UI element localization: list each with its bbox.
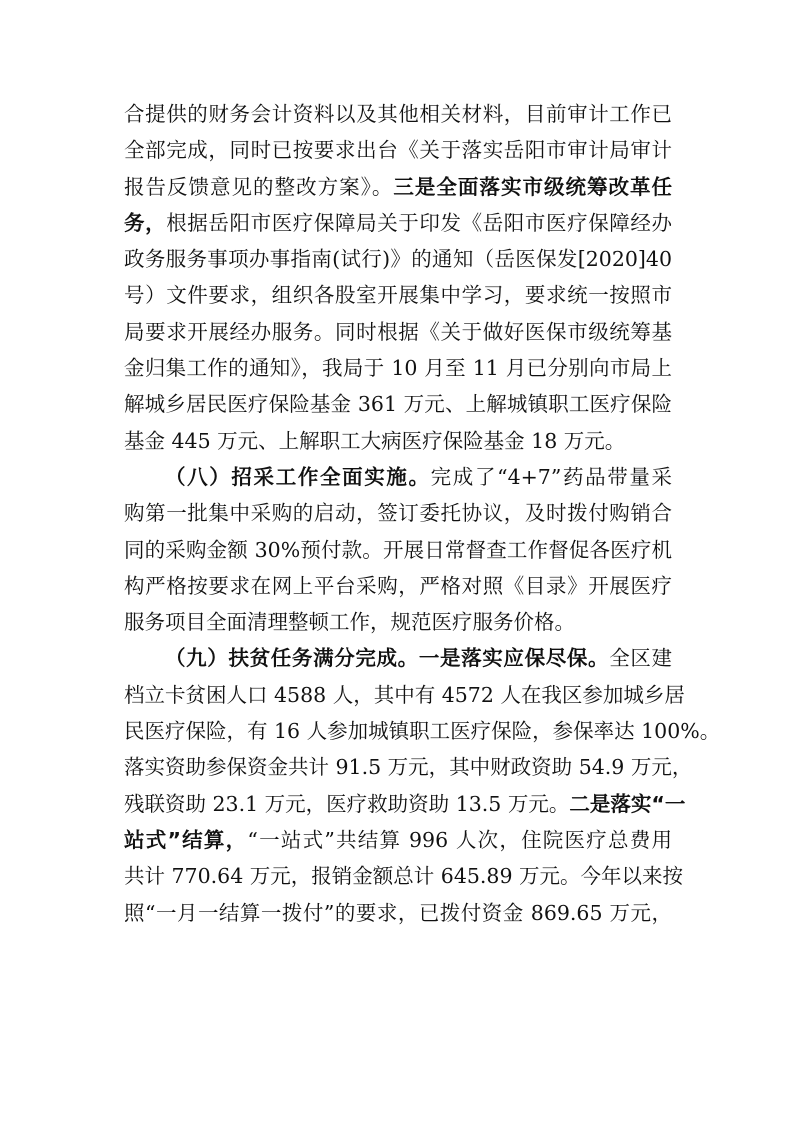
text-run: “一站式”共结算 996 人次，住院医疗总费用 [247, 827, 672, 852]
text-line [124, 713, 721, 749]
text-line [124, 749, 693, 785]
text-run: 解城乡居民医疗保险基金 361 万元、上解城镇职工医疗保险 [124, 392, 672, 417]
text-line [124, 350, 672, 386]
bold-text-run: （九）扶贫任务满分完成。一是落实应保尽保。 [165, 646, 610, 671]
text-line [124, 895, 672, 931]
text-line [124, 786, 686, 822]
text-run: 民医疗保险，有 16 人参加城镇职工医疗保险，参保率达 100%。 [124, 719, 721, 744]
body-text [124, 96, 721, 931]
text-run: 档立卡贫困人口 4588 人，其中有 4572 人在我区参加城乡居 [124, 682, 685, 707]
text-run: 完成了“4+7”药品带量采 [430, 464, 673, 489]
text-line [124, 677, 685, 713]
bold-text-run: 二是落实“一 [569, 791, 686, 816]
text-line [124, 640, 672, 676]
text-run: 基金 445 万元、上解职工大病医疗保险基金 18 万元。 [124, 428, 626, 453]
text-line [124, 495, 672, 531]
text-run: 全部完成，同时已按要求出台《关于落实岳阳市审计局审计 [124, 138, 672, 163]
text-run: 构严格按要求在网上平台采购，严格对照《目录》开展医疗 [124, 573, 672, 598]
text-run: 同的采购金额 30%预付款。开展日常督查工作督促各医疗机 [124, 537, 672, 562]
text-run: 合提供的财务会计资料以及其他相关材料，目前审计工作已 [124, 102, 672, 126]
text-run: 根据岳阳市医疗保障局关于印发《岳阳市医疗保障经办 [166, 210, 673, 235]
text-line [124, 822, 672, 858]
text-line [124, 241, 672, 277]
text-run: 购第一批集中采购的启动，签订委托协议，及时拨付购销合 [124, 501, 672, 526]
text-run: 落实资助参保资金共计 91.5 万元，其中财政资助 54.9 万元， [124, 755, 693, 780]
text-line [124, 205, 672, 241]
bold-text-run: 站式”结算， [124, 827, 248, 852]
text-run: 共计 770.64 万元，报销金额总计 645.89 万元。今年以来按 [124, 864, 684, 889]
text-run: 报告反馈意见的整改方案》。 [124, 174, 394, 199]
text-run: 金归集工作的通知》，我局于 10 月至 11 月已分别向市局上 [124, 356, 672, 381]
text-line [124, 314, 672, 350]
text-run: 残联资助 23.1 万元，医疗救助资助 13.5 万元。 [124, 791, 570, 816]
text-line [124, 169, 672, 205]
text-line [124, 858, 684, 894]
text-line [124, 277, 672, 313]
text-line [124, 423, 672, 459]
text-run: 政务服务事项办事指南(试行)》的通知（岳医保发[2020]40 [124, 247, 672, 272]
text-line [124, 132, 672, 168]
bold-text-run: 务， [124, 210, 167, 235]
text-line [124, 604, 672, 640]
text-line [124, 568, 672, 604]
text-line [124, 459, 672, 495]
text-line [124, 386, 672, 422]
text-run: 照“一月一结算一拨付”的要求，已拨付资金 869.65 万元， [124, 900, 672, 925]
bold-text-run: 三是全面落实市级统筹改革任 [393, 174, 673, 199]
text-run: 全区建 [609, 646, 673, 671]
text-run: 局要求开展经办服务。同时根据《关于做好医保市级统筹基 [124, 319, 672, 344]
text-line [124, 96, 672, 132]
text-run: 服务项目全面清理整顿工作，规范医疗服务价格。 [124, 610, 575, 635]
text-run: 号）文件要求，组织各股室开展集中学习，要求统一按照市 [124, 283, 672, 308]
bold-text-run: （八）招采工作全面实施。 [165, 464, 431, 489]
text-line [124, 532, 672, 568]
